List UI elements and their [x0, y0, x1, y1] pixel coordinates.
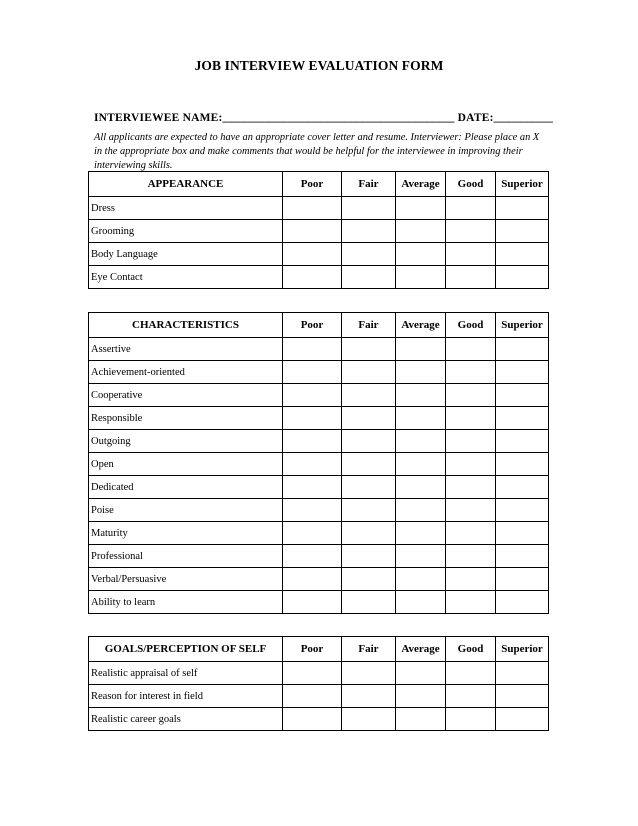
rating-cell-fair[interactable] [342, 708, 396, 731]
rating-cell-good[interactable] [446, 430, 496, 453]
rating-cell-superior[interactable] [496, 545, 549, 568]
table-row [89, 407, 549, 430]
rating-cell-superior[interactable] [496, 197, 549, 220]
criterion-label: Body Language [89, 243, 283, 266]
rating-cell-superior[interactable] [496, 338, 549, 361]
criterion-label: Realistic career goals [89, 708, 283, 731]
table-row [89, 568, 549, 591]
rating-cell-superior[interactable] [496, 266, 549, 289]
table-row [89, 476, 549, 499]
rating-header-poor: Poor [283, 637, 342, 662]
table-header-row [89, 637, 549, 662]
rating-cell-good[interactable] [446, 499, 496, 522]
table-row [89, 266, 549, 289]
criterion-label: Dress [89, 197, 283, 220]
criterion-label: Grooming [89, 220, 283, 243]
table-header-row [89, 172, 549, 197]
rating-cell-average[interactable] [396, 522, 446, 545]
rating-header-superior: Superior [496, 313, 549, 338]
goals-perception-table [88, 636, 549, 731]
rating-header-poor: Poor [283, 172, 342, 197]
rating-cell-poor[interactable] [283, 197, 342, 220]
criterion-label: Cooperative [89, 384, 283, 407]
rating-header-average: Average [396, 313, 446, 338]
rating-cell-good[interactable] [446, 361, 496, 384]
rating-cell-fair[interactable] [342, 361, 396, 384]
rating-cell-superior[interactable] [496, 430, 549, 453]
criterion-label: Poise [89, 499, 283, 522]
criterion-label: Maturity [89, 522, 283, 545]
rating-cell-average[interactable] [396, 430, 446, 453]
table-row [89, 430, 549, 453]
rating-cell-superior[interactable] [496, 591, 549, 614]
rating-cell-average[interactable] [396, 220, 446, 243]
rating-cell-average[interactable] [396, 266, 446, 289]
rating-cell-poor[interactable] [283, 338, 342, 361]
rating-cell-average[interactable] [396, 453, 446, 476]
rating-cell-superior[interactable] [496, 407, 549, 430]
rating-cell-poor[interactable] [283, 243, 342, 266]
rating-cell-poor[interactable] [283, 591, 342, 614]
rating-cell-fair[interactable] [342, 685, 396, 708]
rating-cell-good[interactable] [446, 662, 496, 685]
rating-cell-poor[interactable] [283, 499, 342, 522]
rating-cell-poor[interactable] [283, 453, 342, 476]
rating-cell-good[interactable] [446, 708, 496, 731]
rating-cell-fair[interactable] [342, 266, 396, 289]
rating-cell-poor[interactable] [283, 361, 342, 384]
table-header-row [89, 313, 549, 338]
rating-cell-superior[interactable] [496, 453, 549, 476]
table-row [89, 384, 549, 407]
rating-cell-good[interactable] [446, 476, 496, 499]
rating-header-good: Good [446, 313, 496, 338]
rating-cell-fair[interactable] [342, 197, 396, 220]
rating-cell-average[interactable] [396, 685, 446, 708]
rating-cell-good[interactable] [446, 220, 496, 243]
table-row [89, 662, 549, 685]
rating-cell-good[interactable] [446, 685, 496, 708]
rating-cell-fair[interactable] [342, 407, 396, 430]
rating-cell-poor[interactable] [283, 568, 342, 591]
rating-cell-good[interactable] [446, 243, 496, 266]
section-heading: CHARACTERISTICS [89, 313, 283, 338]
table-row [89, 591, 549, 614]
rating-header-good: Good [446, 637, 496, 662]
rating-cell-superior[interactable] [496, 522, 549, 545]
characteristics-table [88, 312, 549, 614]
table-row [89, 453, 549, 476]
rating-cell-superior[interactable] [496, 243, 549, 266]
rating-cell-fair[interactable] [342, 568, 396, 591]
rating-cell-superior[interactable] [496, 499, 549, 522]
section-heading: GOALS/PERCEPTION OF SELF [89, 637, 283, 662]
rating-cell-average[interactable] [396, 662, 446, 685]
rating-cell-poor[interactable] [283, 430, 342, 453]
rating-cell-fair[interactable] [342, 338, 396, 361]
rating-cell-fair[interactable] [342, 476, 396, 499]
table-row [89, 499, 549, 522]
rating-header-superior: Superior [496, 172, 549, 197]
rating-cell-superior[interactable] [496, 708, 549, 731]
rating-cell-average[interactable] [396, 384, 446, 407]
rating-cell-average[interactable] [396, 708, 446, 731]
criterion-label: Dedicated [89, 476, 283, 499]
rating-cell-good[interactable] [446, 453, 496, 476]
criterion-label: Responsible [89, 407, 283, 430]
rating-cell-good[interactable] [446, 591, 496, 614]
rating-cell-fair[interactable] [342, 453, 396, 476]
criterion-label: Eye Contact [89, 266, 283, 289]
criterion-label: Verbal/Persuasive [89, 568, 283, 591]
rating-cell-poor[interactable] [283, 407, 342, 430]
rating-cell-fair[interactable] [342, 499, 396, 522]
rating-cell-superior[interactable] [496, 361, 549, 384]
table-row [89, 708, 549, 731]
rating-cell-average[interactable] [396, 545, 446, 568]
rating-cell-superior[interactable] [496, 220, 549, 243]
table-row [89, 243, 549, 266]
rating-cell-fair[interactable] [342, 545, 396, 568]
rating-cell-average[interactable] [396, 338, 446, 361]
rating-cell-average[interactable] [396, 568, 446, 591]
rating-cell-average[interactable] [396, 361, 446, 384]
table-row [89, 197, 549, 220]
rating-cell-fair[interactable] [342, 662, 396, 685]
rating-cell-fair[interactable] [342, 430, 396, 453]
rating-cell-superior[interactable] [496, 685, 549, 708]
table-row [89, 338, 549, 361]
table-row [89, 361, 549, 384]
rating-header-average: Average [396, 172, 446, 197]
rating-cell-good[interactable] [446, 384, 496, 407]
rating-cell-fair[interactable] [342, 220, 396, 243]
rating-cell-poor[interactable] [283, 708, 342, 731]
table-row [89, 545, 549, 568]
criterion-label: Ability to learn [89, 591, 283, 614]
table-row [89, 220, 549, 243]
table-row [89, 685, 549, 708]
rating-cell-average[interactable] [396, 197, 446, 220]
rating-cell-superior[interactable] [496, 662, 549, 685]
instructions-text: All applicants are expected to have an appropriate cover letter and resume. Interviewer: Please place an X in the appropriate box and make comments that would be helpful for the interviewee in improving their interviewing skills. [94, 132, 540, 171]
rating-cell-average[interactable] [396, 591, 446, 614]
rating-cell-good[interactable] [446, 266, 496, 289]
rating-cell-average[interactable] [396, 243, 446, 266]
rating-header-average: Average [396, 637, 446, 662]
criterion-label: Achievement-oriented [89, 361, 283, 384]
criterion-label: Reason for interest in field [89, 685, 283, 708]
rating-cell-good[interactable] [446, 338, 496, 361]
criterion-label: Assertive [89, 338, 283, 361]
rating-cell-fair[interactable] [342, 522, 396, 545]
rating-header-superior: Superior [496, 637, 549, 662]
rating-cell-good[interactable] [446, 545, 496, 568]
criterion-label: Open [89, 453, 283, 476]
rating-cell-fair[interactable] [342, 243, 396, 266]
rating-cell-poor[interactable] [283, 545, 342, 568]
rating-cell-superior[interactable] [496, 568, 549, 591]
rating-cell-good[interactable] [446, 568, 496, 591]
criterion-label: Realistic appraisal of self [89, 662, 283, 685]
interviewee-name-date-line: INTERVIEWEE NAME:_______________________________________ DATE:__________ [94, 112, 554, 124]
rating-cell-fair[interactable] [342, 384, 396, 407]
rating-header-fair: Fair [342, 172, 396, 197]
rating-cell-poor[interactable] [283, 220, 342, 243]
rating-cell-poor[interactable] [283, 266, 342, 289]
form-title: JOB INTERVIEW EVALUATION FORM [194, 58, 444, 73]
appearance-table [88, 171, 549, 289]
rating-cell-poor[interactable] [283, 685, 342, 708]
rating-cell-fair[interactable] [342, 591, 396, 614]
table-row [89, 522, 549, 545]
rating-cell-average[interactable] [396, 407, 446, 430]
rating-cell-superior[interactable] [496, 384, 549, 407]
rating-header-good: Good [446, 172, 496, 197]
rating-cell-average[interactable] [396, 499, 446, 522]
rating-header-poor: Poor [283, 313, 342, 338]
rating-header-fair: Fair [342, 313, 396, 338]
rating-header-fair: Fair [342, 637, 396, 662]
rating-cell-poor[interactable] [283, 522, 342, 545]
rating-cell-good[interactable] [446, 407, 496, 430]
rating-cell-poor[interactable] [283, 476, 342, 499]
rating-cell-poor[interactable] [283, 384, 342, 407]
criterion-label: Professional [89, 545, 283, 568]
rating-cell-good[interactable] [446, 522, 496, 545]
rating-cell-good[interactable] [446, 197, 496, 220]
criterion-label: Outgoing [89, 430, 283, 453]
rating-cell-average[interactable] [396, 476, 446, 499]
section-heading: APPEARANCE [89, 172, 283, 197]
rating-cell-poor[interactable] [283, 662, 342, 685]
rating-cell-superior[interactable] [496, 476, 549, 499]
